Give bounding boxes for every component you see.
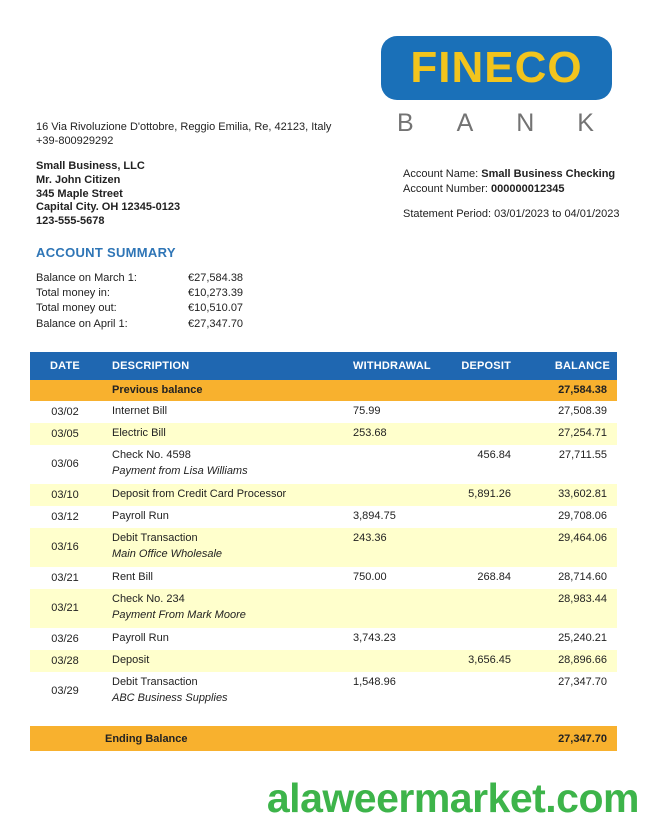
- customer-line: Capital City. OH 12345-0123: [36, 201, 181, 214]
- logo-wordmark: FINECO: [410, 43, 583, 92]
- cell-balance: 29,708.06: [558, 510, 607, 522]
- cell-deposit: 5,891.26: [455, 484, 527, 506]
- table-row: [30, 484, 617, 506]
- ending-balance-row: [30, 726, 617, 751]
- customer-line: Small Business, LLC: [36, 160, 145, 172]
- previous-balance-value: 27,584.38: [527, 380, 617, 401]
- cell-deposit: 456.84: [477, 449, 511, 461]
- customer-line: 123-555-5678: [36, 215, 105, 228]
- cell-withdrawal: [345, 445, 455, 484]
- description-main: Check No. 234: [112, 593, 185, 605]
- bank-phone: +39-800929292: [36, 135, 114, 147]
- cell-withdrawal: [345, 484, 455, 506]
- summary-label: Balance on March 1:: [36, 271, 137, 284]
- cell-description: [100, 445, 345, 484]
- table-row: [30, 445, 617, 484]
- cell-deposit: [455, 528, 527, 567]
- summary-label: Total money out:: [36, 302, 117, 315]
- cell-withdrawal: [345, 650, 455, 672]
- table-row: [30, 589, 617, 628]
- cell-description: [100, 567, 345, 589]
- cell-withdrawal: 3,894.75: [353, 510, 396, 522]
- summary-value: €10,273.39: [188, 286, 244, 299]
- cell-balance: 28,714.60: [558, 571, 607, 583]
- bank-logo: [381, 36, 612, 138]
- statement-period: Statement Period: 03/01/2023 to 04/01/2023: [403, 208, 620, 220]
- watermark-text: alaweermarket.com: [266, 775, 639, 821]
- cell-date: 03/02: [51, 405, 79, 418]
- account-number-line: [403, 182, 620, 197]
- logo-rounded-rect: [381, 36, 612, 100]
- table-row: [30, 628, 617, 650]
- cell-description: [100, 650, 345, 672]
- cell-withdrawal: [345, 589, 455, 628]
- logo-bank-letters: [381, 109, 612, 138]
- description-main: Debit Transaction: [112, 532, 198, 544]
- summary-value: €10,510.07: [188, 302, 244, 315]
- description-note: ABC Business Supplies: [112, 692, 228, 704]
- cell-description: [100, 528, 345, 567]
- summary-label: Total money in:: [36, 286, 110, 299]
- cell-deposit: [455, 401, 527, 423]
- cell-description: [100, 484, 345, 506]
- header-withdrawal: WITHDRAWAL: [345, 352, 455, 380]
- description-note: Payment From Mark Moore: [112, 609, 246, 621]
- cell-withdrawal: 750.00: [353, 571, 387, 583]
- description-main: Payroll Run: [112, 510, 169, 522]
- description-main: Electric Bill: [112, 427, 166, 439]
- header-balance: BALANCE: [527, 352, 617, 380]
- account-summary-title: ACCOUNT SUMMARY: [36, 245, 176, 260]
- cell-balance: 33,602.81: [527, 484, 617, 506]
- cell-date: 03/16: [30, 528, 100, 567]
- cell-balance: 27,711.55: [558, 449, 607, 461]
- bank-letter: N: [516, 109, 535, 137]
- cell-date: 03/12: [51, 510, 79, 523]
- table-row: [30, 672, 617, 711]
- cell-deposit: 268.84: [477, 571, 511, 583]
- cell-description: [100, 672, 345, 711]
- cell-date: 03/28: [30, 650, 100, 672]
- cell-description: [100, 401, 345, 423]
- table-row: [30, 423, 617, 445]
- description-note: Main Office Wholesale: [112, 548, 223, 560]
- description-main: Rent Bill: [112, 571, 153, 583]
- cell-deposit: 3,656.45: [455, 650, 527, 672]
- account-name-value: Small Business Checking: [481, 168, 616, 180]
- table-row: [30, 401, 617, 423]
- table-row: [30, 567, 617, 589]
- summary-row: [36, 270, 243, 285]
- cell-date: 03/21: [51, 571, 79, 584]
- cell-date: 03/06: [51, 458, 79, 470]
- account-number-label: Account Number:: [403, 182, 492, 195]
- cell-date: 03/10: [30, 484, 100, 506]
- account-name-line: [403, 167, 620, 182]
- table-header: [30, 352, 617, 380]
- cell-date: 03/21: [30, 589, 100, 628]
- cell-date: [30, 380, 100, 401]
- description-main: Debit Transaction: [112, 676, 198, 688]
- cell-description: [100, 628, 345, 650]
- account-summary-rows: [36, 270, 243, 331]
- header-date: DATE: [30, 352, 100, 380]
- account-name-label: Account Name:: [403, 168, 482, 180]
- previous-balance-label: Previous balance: [100, 380, 345, 401]
- description-main: Deposit: [112, 654, 150, 666]
- customer-line: Mr. John Citizen: [36, 173, 121, 186]
- bank-address: 16 Via Rivoluzione D'ottobre, Reggio Emilia, Re, 42123, Italy: [36, 121, 332, 133]
- description-note: Payment from Lisa Williams: [112, 465, 248, 477]
- cell-balance: 28,983.44: [527, 589, 617, 628]
- cell-deposit: [455, 506, 527, 528]
- summary-row: [36, 301, 243, 316]
- cell-balance: 29,464.06: [527, 528, 617, 567]
- previous-balance-row: [30, 380, 617, 401]
- account-info-block: [403, 167, 620, 222]
- cell-description: [100, 423, 345, 445]
- ending-balance-value: 27,347.70: [558, 732, 607, 745]
- cell-date: 03/05: [30, 423, 100, 445]
- account-number-value: 000000012345: [491, 182, 565, 195]
- table-row: [30, 506, 617, 528]
- cell-balance: 28,896.66: [527, 650, 617, 672]
- cell-withdrawal: 1,548.96: [353, 676, 396, 688]
- bank-letter: A: [456, 109, 474, 137]
- bank-letter: K: [577, 109, 594, 137]
- summary-row: [36, 316, 243, 331]
- customer-line: 345 Maple Street: [36, 187, 123, 200]
- header-description: DESCRIPTION: [100, 352, 345, 380]
- cell-description: [100, 506, 345, 528]
- cell-date: 03/26: [51, 632, 79, 645]
- cell-deposit: [455, 672, 527, 711]
- bank-address-block: [36, 120, 331, 148]
- transaction-rows: [30, 401, 617, 711]
- cell-withdrawal: 75.99: [353, 405, 381, 417]
- cell-deposit: [455, 380, 527, 401]
- cell-withdrawal: 253.68: [345, 423, 455, 445]
- transactions-table: [30, 352, 617, 711]
- cell-date: 03/29: [51, 685, 79, 697]
- customer-address-block: [36, 160, 180, 229]
- cell-balance: 27,347.70: [558, 676, 607, 688]
- bank-letter: B: [397, 109, 414, 137]
- description-main: Check No. 4598: [112, 449, 191, 461]
- summary-value: €27,347.70: [188, 317, 244, 330]
- cell-deposit: [455, 628, 527, 650]
- summary-row: [36, 285, 243, 300]
- ending-balance-label: Ending Balance: [105, 732, 188, 745]
- description-main: Payroll Run: [112, 632, 169, 644]
- cell-balance: 27,508.39: [558, 405, 607, 417]
- description-main: Internet Bill: [112, 405, 168, 417]
- cell-deposit: [455, 423, 527, 445]
- cell-withdrawal: 243.36: [345, 528, 455, 567]
- summary-value: €27,584.38: [188, 271, 244, 284]
- cell-withdrawal: 3,743.23: [353, 632, 396, 644]
- description-main: Deposit from Credit Card Processor: [112, 488, 287, 500]
- table-row: [30, 528, 617, 567]
- cell-description: [100, 589, 345, 628]
- header-deposit: DEPOSIT: [455, 352, 527, 380]
- summary-label: Balance on April 1:: [36, 317, 128, 330]
- table-row: [30, 650, 617, 672]
- cell-withdrawal: [345, 380, 455, 401]
- cell-balance: 27,254.71: [527, 423, 617, 445]
- cell-balance: 25,240.21: [558, 632, 607, 644]
- cell-deposit: [455, 589, 527, 628]
